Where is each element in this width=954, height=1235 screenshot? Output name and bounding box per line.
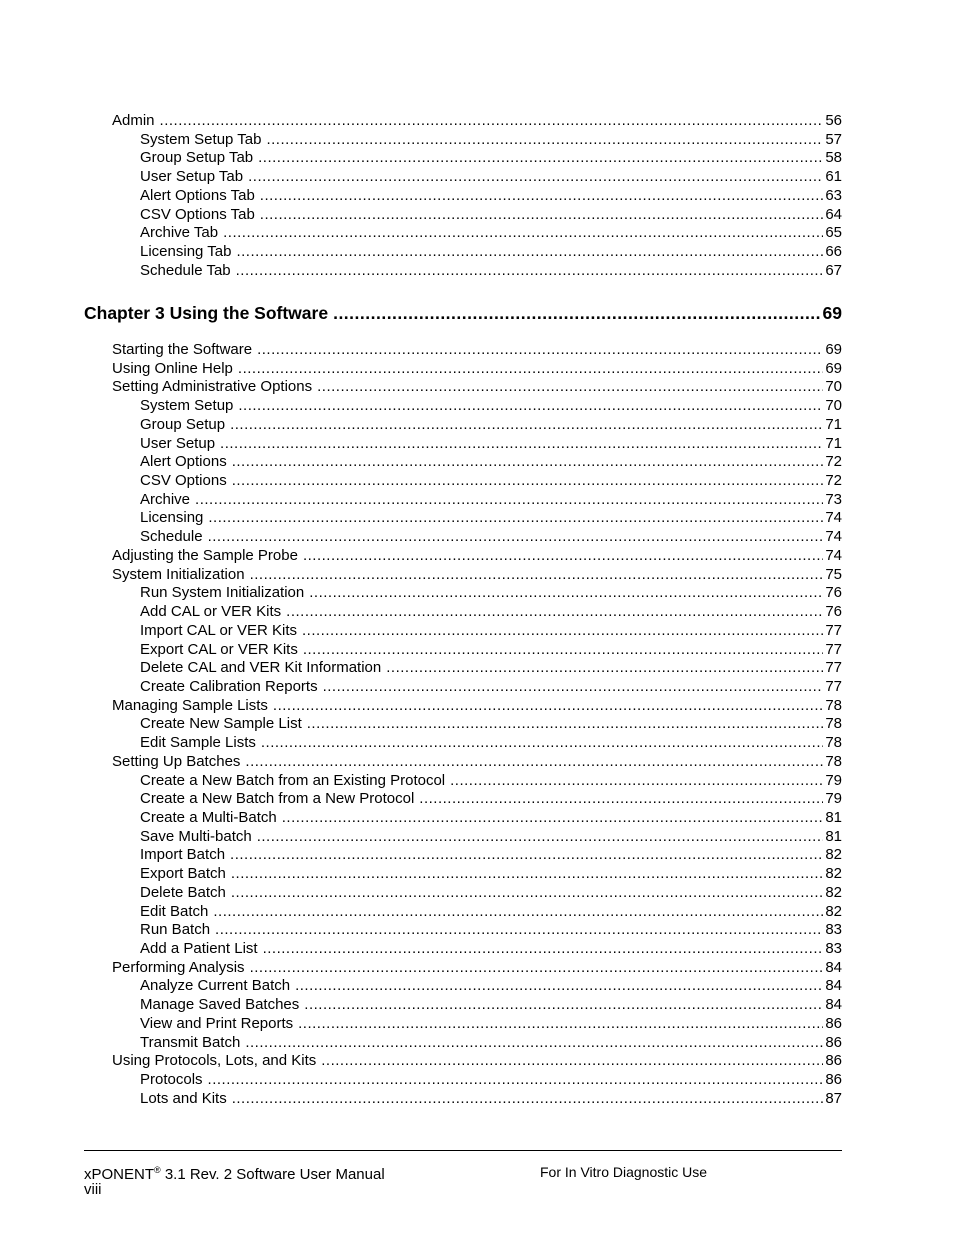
toc-entry-page: 82 bbox=[825, 846, 842, 863]
toc-entry-label: Group Setup Tab bbox=[140, 149, 254, 166]
toc-entry-label: Archive bbox=[140, 491, 191, 508]
toc-entry-label: System Setup Tab bbox=[140, 131, 262, 148]
dot-leader bbox=[282, 809, 824, 827]
toc-entry-page: 64 bbox=[825, 206, 842, 223]
toc-entry-label: Chapter 3 Using the Software bbox=[84, 303, 329, 323]
toc-entry[interactable] bbox=[140, 678, 842, 696]
toc-entry[interactable] bbox=[140, 659, 842, 677]
dot-leader bbox=[257, 828, 824, 846]
toc-entry-label: Licensing Tab bbox=[140, 243, 232, 260]
toc-entry-page: 77 bbox=[825, 641, 842, 658]
toc-entry-page: 86 bbox=[825, 1071, 842, 1088]
toc-entry[interactable] bbox=[140, 187, 842, 205]
dot-leader bbox=[232, 472, 824, 490]
toc-entry-page: 71 bbox=[825, 435, 842, 452]
toc-entry-label: Create a New Batch from an Existing Protocol bbox=[140, 772, 446, 789]
dot-leader bbox=[257, 341, 823, 359]
toc-entry-label: Run Batch bbox=[140, 921, 211, 938]
dot-leader bbox=[263, 940, 824, 958]
toc-entry[interactable] bbox=[140, 921, 842, 939]
toc-entry[interactable] bbox=[140, 509, 842, 527]
toc-entry-label: Setting Up Batches bbox=[112, 753, 241, 770]
dot-leader bbox=[220, 435, 823, 453]
toc-entry-page: 74 bbox=[825, 547, 842, 564]
toc-entry-label: Run System Initialization bbox=[140, 584, 305, 601]
toc-entry-label: Using Protocols, Lots, and Kits bbox=[112, 1052, 317, 1069]
toc-entry[interactable] bbox=[140, 224, 842, 242]
toc-entry-page: 79 bbox=[825, 790, 842, 807]
dot-leader bbox=[208, 1071, 824, 1089]
toc-entry-label: Alert Options bbox=[140, 453, 227, 470]
footer-manual-title bbox=[84, 1161, 385, 1184]
toc-entry-label: View and Print Reports bbox=[140, 1015, 294, 1032]
toc-entry[interactable] bbox=[140, 131, 842, 149]
toc-entry[interactable] bbox=[140, 435, 842, 453]
toc-entry-label: Add CAL or VER Kits bbox=[140, 603, 282, 620]
toc-entry-label: Performing Analysis bbox=[112, 959, 245, 976]
toc-entry[interactable] bbox=[140, 622, 842, 640]
toc-entry-label: Create Calibration Reports bbox=[140, 678, 318, 695]
dot-leader bbox=[286, 603, 823, 621]
toc-entry[interactable] bbox=[140, 641, 842, 659]
toc-entry-page: 58 bbox=[825, 149, 842, 166]
toc-entry-page: 78 bbox=[825, 734, 842, 751]
toc-entry-page: 67 bbox=[825, 262, 842, 279]
toc-entry-page: 70 bbox=[825, 378, 842, 395]
toc-entry[interactable] bbox=[140, 996, 842, 1014]
toc-entry-label: Schedule Tab bbox=[140, 262, 231, 279]
dot-leader bbox=[419, 790, 823, 808]
toc-entry-page: 61 bbox=[825, 168, 842, 185]
dot-leader bbox=[250, 566, 824, 584]
dot-leader bbox=[232, 1090, 824, 1108]
toc-entry-label: Save Multi-batch bbox=[140, 828, 252, 845]
toc-entry-label: Delete Batch bbox=[140, 884, 226, 901]
toc-entry[interactable] bbox=[140, 734, 842, 752]
toc-entry[interactable] bbox=[140, 1034, 842, 1052]
toc-entry-label: Licensing bbox=[140, 509, 204, 526]
dot-leader bbox=[303, 547, 823, 565]
dot-leader bbox=[298, 1015, 823, 1033]
toc-entry-page: 83 bbox=[825, 940, 842, 957]
toc-entry-page: 65 bbox=[825, 224, 842, 241]
toc-entry-label: Adjusting the Sample Probe bbox=[112, 547, 298, 564]
dot-leader bbox=[450, 772, 823, 790]
toc-entry[interactable] bbox=[140, 846, 842, 864]
toc-entry-page: 66 bbox=[825, 243, 842, 260]
registered-mark: ® bbox=[154, 1165, 161, 1175]
toc-entry[interactable] bbox=[140, 828, 842, 846]
toc-entry[interactable] bbox=[112, 547, 842, 565]
toc-entry-page: 82 bbox=[825, 903, 842, 920]
toc-entry-label: CSV Options Tab bbox=[140, 206, 255, 223]
toc-entry[interactable] bbox=[140, 1071, 842, 1089]
dot-leader bbox=[236, 262, 824, 280]
toc-entry-label: System Setup bbox=[140, 397, 234, 414]
toc-entry-page: 73 bbox=[825, 491, 842, 508]
toc-entry-label: User Setup bbox=[140, 435, 216, 452]
dot-leader bbox=[245, 753, 823, 771]
toc-entry[interactable] bbox=[140, 977, 842, 995]
toc-entry-label: Create a New Batch from a New Protocol bbox=[140, 790, 415, 807]
toc-entry-page: 86 bbox=[825, 1015, 842, 1032]
toc-entry-page: 69 bbox=[825, 341, 842, 358]
toc-entry[interactable] bbox=[112, 566, 842, 584]
dot-leader bbox=[238, 397, 823, 415]
toc-entry-label: Archive Tab bbox=[140, 224, 219, 241]
dot-leader bbox=[317, 378, 823, 396]
toc-entry-page: 63 bbox=[825, 187, 842, 204]
dot-leader bbox=[232, 453, 824, 471]
dot-leader bbox=[230, 416, 823, 434]
toc-entry-page: 57 bbox=[825, 131, 842, 148]
toc-entry-page: 75 bbox=[825, 566, 842, 583]
toc-entry-label: Managing Sample Lists bbox=[112, 697, 268, 714]
dot-leader bbox=[333, 302, 820, 324]
toc-entry[interactable] bbox=[140, 206, 842, 224]
dot-leader bbox=[307, 715, 824, 733]
dot-leader bbox=[261, 734, 823, 752]
dot-leader bbox=[321, 1052, 823, 1070]
toc-entry-label: Manage Saved Batches bbox=[140, 996, 300, 1013]
toc-entry[interactable] bbox=[140, 603, 842, 621]
toc-entry-label: Starting the Software bbox=[112, 341, 253, 358]
toc-entry[interactable] bbox=[140, 491, 842, 509]
manual-title: 3.1 Rev. 2 Software User Manual bbox=[160, 1166, 385, 1183]
toc-entry-label: Group Setup bbox=[140, 416, 226, 433]
toc-entry-label: Analyze Current Batch bbox=[140, 977, 291, 994]
usage-note: For In Vitro Diagnostic Use bbox=[540, 1164, 708, 1180]
toc-entry[interactable] bbox=[112, 360, 842, 378]
toc-entry[interactable] bbox=[140, 416, 842, 434]
toc-entry-label: Edit Sample Lists bbox=[140, 734, 256, 751]
toc-entry-label: Using Online Help bbox=[112, 360, 233, 377]
dot-leader bbox=[302, 622, 823, 640]
toc-entry[interactable] bbox=[112, 112, 842, 130]
dot-leader bbox=[266, 131, 823, 149]
toc-entry-label: Add a Patient List bbox=[140, 940, 258, 957]
toc-entry-page: 81 bbox=[825, 828, 842, 845]
dot-leader bbox=[248, 168, 823, 186]
toc-entry[interactable] bbox=[112, 1052, 842, 1070]
dot-leader bbox=[208, 528, 824, 546]
dot-leader bbox=[260, 187, 824, 205]
toc-entry-label: Create New Sample List bbox=[140, 715, 302, 732]
toc-entry[interactable] bbox=[140, 809, 842, 827]
toc-entry[interactable] bbox=[112, 378, 842, 396]
dot-leader bbox=[160, 112, 824, 130]
toc-entry[interactable] bbox=[140, 262, 842, 280]
toc-entry[interactable] bbox=[140, 790, 842, 808]
toc-entry[interactable] bbox=[140, 472, 842, 490]
dot-leader bbox=[250, 959, 824, 977]
dot-leader bbox=[323, 678, 824, 696]
toc-entry-label: Import CAL or VER Kits bbox=[140, 622, 297, 639]
dot-leader bbox=[258, 149, 823, 167]
toc-entry-label: Transmit Batch bbox=[140, 1034, 241, 1051]
toc-entry-page: 79 bbox=[825, 772, 842, 789]
toc-entry-page: 78 bbox=[825, 715, 842, 732]
toc-entry-page: 74 bbox=[825, 528, 842, 545]
toc-entry-label: Delete CAL and VER Kit Information bbox=[140, 659, 382, 676]
dot-leader bbox=[236, 243, 823, 261]
dot-leader bbox=[223, 224, 823, 242]
dot-leader bbox=[238, 360, 823, 378]
toc-entry-label: Create a Multi-Batch bbox=[140, 809, 277, 826]
page-number: viii bbox=[84, 1181, 102, 1198]
toc-entry-label: Export CAL or VER Kits bbox=[140, 641, 298, 658]
product-name: xPONENT bbox=[84, 1166, 155, 1183]
dot-leader bbox=[213, 903, 823, 921]
toc-entry[interactable] bbox=[112, 753, 842, 771]
toc-entry-page: 84 bbox=[825, 996, 842, 1013]
toc-entry-page: 83 bbox=[825, 921, 842, 938]
toc-entry[interactable] bbox=[140, 584, 842, 602]
toc-entry-label: Export Batch bbox=[140, 865, 226, 882]
dot-leader bbox=[386, 659, 823, 677]
dot-leader bbox=[231, 884, 823, 902]
toc-entry-page: 78 bbox=[825, 753, 842, 770]
toc-entry[interactable] bbox=[112, 341, 842, 359]
dot-leader bbox=[208, 509, 823, 527]
toc-entry-page: 86 bbox=[825, 1034, 842, 1051]
toc-entry-page: 77 bbox=[825, 622, 842, 639]
toc-entry-label: Import Batch bbox=[140, 846, 226, 863]
toc-entry-label: Lots and Kits bbox=[140, 1090, 227, 1107]
toc-entry[interactable] bbox=[140, 903, 842, 921]
toc-entry-label: Setting Administrative Options bbox=[112, 378, 313, 395]
toc-entry-page: 69 bbox=[825, 360, 842, 377]
toc-entry[interactable] bbox=[140, 772, 842, 790]
dot-leader bbox=[215, 921, 823, 939]
toc-entry-page: 84 bbox=[825, 977, 842, 994]
toc-entry-page: 69 bbox=[822, 303, 842, 323]
toc-entry-label: CSV Options bbox=[140, 472, 227, 489]
toc-entry-label: Admin bbox=[112, 112, 155, 129]
toc-entry[interactable] bbox=[140, 884, 842, 902]
toc-entry[interactable] bbox=[140, 715, 842, 733]
dot-leader bbox=[273, 697, 823, 715]
toc-entry[interactable] bbox=[140, 528, 842, 546]
toc-entry-label: User Setup Tab bbox=[140, 168, 244, 185]
toc-entry[interactable] bbox=[140, 149, 842, 167]
toc-entry-page: 56 bbox=[825, 112, 842, 129]
toc-entry-page: 81 bbox=[825, 809, 842, 826]
dot-leader bbox=[304, 996, 823, 1014]
dot-leader bbox=[303, 641, 823, 659]
toc-entry-page: 72 bbox=[825, 472, 842, 489]
toc-entry-page: 84 bbox=[825, 959, 842, 976]
toc-entry-label: Protocols bbox=[140, 1071, 203, 1088]
toc-entry-page: 78 bbox=[825, 697, 842, 714]
toc-entry-page: 76 bbox=[825, 584, 842, 601]
toc-entry[interactable] bbox=[140, 1090, 842, 1108]
toc-entry-label: Alert Options Tab bbox=[140, 187, 255, 204]
toc-entry-page: 71 bbox=[825, 416, 842, 433]
toc-entry-page: 70 bbox=[825, 397, 842, 414]
toc-entry[interactable] bbox=[112, 959, 842, 977]
dot-leader bbox=[295, 977, 823, 995]
toc-entry[interactable] bbox=[112, 697, 842, 715]
toc-entry-page: 74 bbox=[825, 509, 842, 526]
toc-entry-page: 82 bbox=[825, 884, 842, 901]
dot-leader bbox=[245, 1034, 823, 1052]
toc-entry[interactable] bbox=[140, 940, 842, 958]
toc-entry[interactable] bbox=[140, 1015, 842, 1033]
toc-entry-page: 82 bbox=[825, 865, 842, 882]
toc-entry[interactable] bbox=[140, 243, 842, 261]
toc-entry[interactable] bbox=[140, 168, 842, 186]
toc-entry[interactable] bbox=[140, 397, 842, 415]
dot-leader bbox=[309, 584, 823, 602]
toc-entry-page: 87 bbox=[825, 1090, 842, 1107]
toc-entry-label: System Initialization bbox=[112, 566, 245, 583]
toc-entry-page: 76 bbox=[825, 603, 842, 620]
dot-leader bbox=[195, 491, 823, 509]
toc-entry-page: 77 bbox=[825, 678, 842, 695]
toc-entry-page: 86 bbox=[825, 1052, 842, 1069]
toc-chapter-entry[interactable] bbox=[84, 302, 842, 324]
dot-leader bbox=[230, 846, 823, 864]
footer-divider bbox=[84, 1150, 842, 1151]
dot-leader bbox=[231, 865, 823, 883]
toc-entry-page: 77 bbox=[825, 659, 842, 676]
toc-entry-page: 72 bbox=[825, 453, 842, 470]
toc-entry[interactable] bbox=[140, 865, 842, 883]
toc-entry[interactable] bbox=[140, 453, 842, 471]
toc-entry-label: Edit Batch bbox=[140, 903, 209, 920]
toc-entry-label: Schedule bbox=[140, 528, 203, 545]
dot-leader bbox=[260, 206, 824, 224]
